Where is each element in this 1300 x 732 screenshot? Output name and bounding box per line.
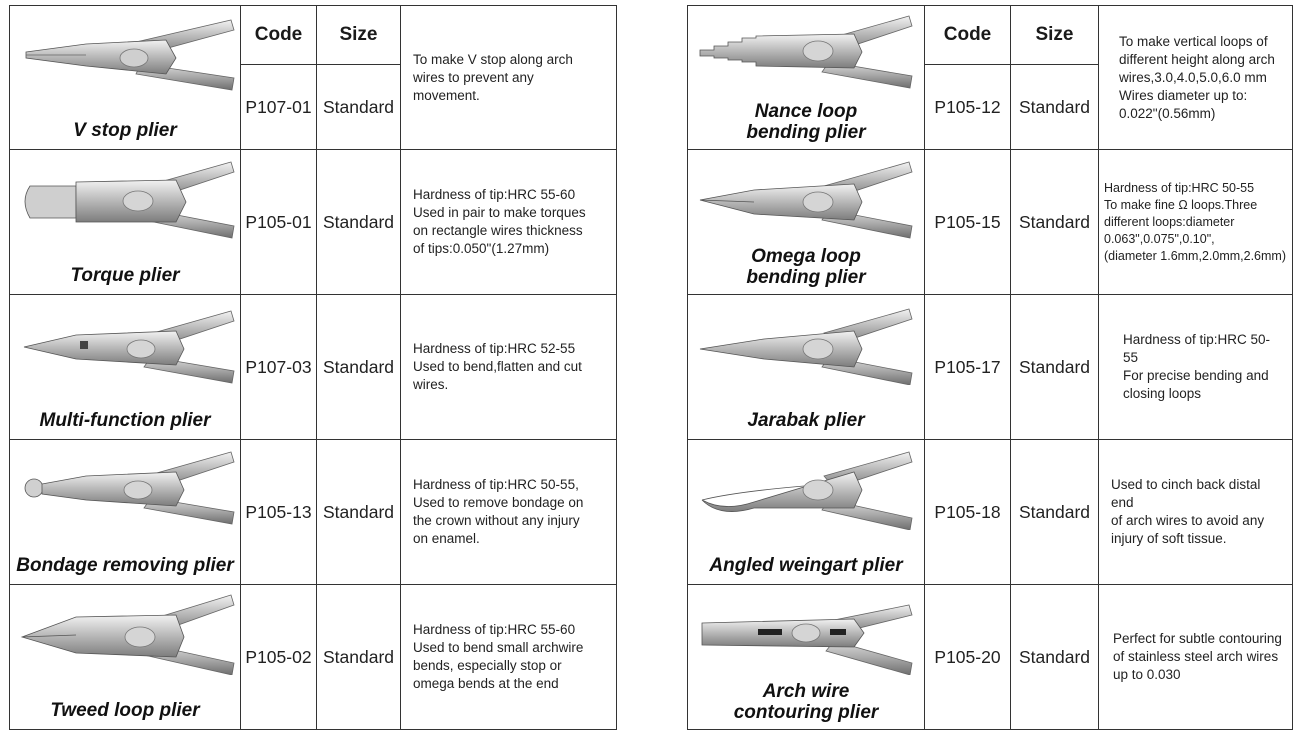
product-description: Hardness of tip:HRC 50-55, Used to remove bondage on the crown without any injury on enamel. <box>401 440 617 585</box>
product-description: To make V stop along arch wires to prevent any movement. <box>401 6 617 150</box>
product-image-cell <box>10 295 241 440</box>
product-name-line-1: Angled weingart plier <box>709 555 903 576</box>
product-name-line-2: bending plier <box>746 267 866 288</box>
product-name-line-2: bending plier <box>746 122 866 143</box>
product-description: Hardness of tip:HRC 55-60 Used to bend small archwire bends, especially stop or omega bends at the end <box>401 585 617 730</box>
product-name-line-1: Nance loop <box>754 101 858 122</box>
product-size: Standard <box>1011 65 1099 150</box>
product-size: Standard <box>317 585 401 730</box>
product-name-line-2: contouring plier <box>733 702 879 723</box>
product-code: P105-20 <box>925 585 1011 730</box>
product-image-cell <box>10 6 241 150</box>
product-image-cell <box>10 150 241 295</box>
product-description: Perfect for subtle contouring of stainless steel arch wires up to 0.030 <box>1099 585 1293 730</box>
product-image-cell <box>688 440 925 585</box>
product-name: Torque plier <box>70 265 180 286</box>
right-product-table <box>687 5 1293 730</box>
product-name: V stop plier <box>73 120 177 141</box>
product-name <box>688 101 924 143</box>
table-row <box>688 440 1293 585</box>
product-name: Tweed loop plier <box>50 700 200 721</box>
product-image-cell <box>688 295 925 440</box>
product-size: Standard <box>1011 585 1099 730</box>
product-size: Standard <box>317 295 401 440</box>
torque-plier-image <box>16 156 236 240</box>
product-code: P107-01 <box>241 65 317 150</box>
table-row <box>10 440 617 585</box>
tweed-loop-plier-image <box>16 591 236 675</box>
left-product-table <box>9 5 617 730</box>
product-description: Hardness of tip:HRC 52-55 Used to bend,flatten and cut wires. <box>401 295 617 440</box>
table-row <box>10 585 617 730</box>
table-row <box>688 150 1293 295</box>
product-size: Standard <box>317 150 401 295</box>
bondage-removing-plier-image <box>16 446 236 530</box>
nance-loop-bending-plier-image <box>694 12 914 96</box>
size-header: Size <box>1011 6 1099 65</box>
omega-loop-bending-plier-image <box>694 156 914 240</box>
product-size: Standard <box>317 440 401 585</box>
product-description: To make vertical loops of different height along arch wires,3.0,4.0,5.0,6.0 mm Wires diameter up to: 0.022"(0.56mm) <box>1099 6 1293 150</box>
table-row <box>10 295 617 440</box>
code-header: Code <box>241 6 317 65</box>
product-size: Standard <box>1011 440 1099 585</box>
v-stop-plier-image <box>16 12 236 96</box>
product-name-line-1: Arch wire <box>762 681 850 702</box>
product-image-cell <box>10 440 241 585</box>
code-header: Code <box>925 6 1011 65</box>
product-description: Hardness of tip:HRC 50-55 To make fine Ω loops.Three different loops:diameter 0.063",0.075",0.10", (diameter 1.6mm,2.0mm,2.6mm) <box>1099 150 1293 295</box>
product-name: Bondage removing plier <box>16 555 234 576</box>
table-row <box>688 585 1293 730</box>
product-description: Used to cinch back distal end of arch wires to avoid any injury of soft tissue. <box>1099 440 1293 585</box>
product-code: P107-03 <box>241 295 317 440</box>
product-name <box>688 246 924 288</box>
product-name: Multi-function plier <box>39 410 211 431</box>
product-size: Standard <box>1011 295 1099 440</box>
product-name-line-1: Jarabak plier <box>747 410 865 431</box>
product-size: Standard <box>317 65 401 150</box>
product-code: P105-13 <box>241 440 317 585</box>
product-name <box>688 555 924 576</box>
product-name-line-1: Omega loop <box>751 246 861 267</box>
arch-wire-contouring-plier-image <box>694 591 914 675</box>
product-image-cell <box>688 585 925 730</box>
product-code: P105-01 <box>241 150 317 295</box>
product-description: Hardness of tip:HRC 55-60 Used in pair to make torques on rectangle wires thickness of tips:0.050"(1.27mm) <box>401 150 617 295</box>
product-image-cell <box>10 585 241 730</box>
product-name <box>688 410 924 431</box>
product-code: P105-17 <box>925 295 1011 440</box>
table-row <box>688 295 1293 440</box>
size-header: Size <box>317 6 401 65</box>
product-image-cell <box>688 6 925 150</box>
angled-weingart-plier-image <box>694 446 914 530</box>
product-code: P105-12 <box>925 65 1011 150</box>
product-code: P105-18 <box>925 440 1011 585</box>
product-description: Hardness of tip:HRC 50-55 For precise bending and closing loops <box>1099 295 1293 440</box>
table-row <box>10 150 617 295</box>
product-name <box>688 681 924 723</box>
multi-function-plier-image <box>16 301 236 385</box>
product-image-cell <box>688 150 925 295</box>
product-code: P105-15 <box>925 150 1011 295</box>
jarabak-plier-image <box>694 301 914 385</box>
product-code: P105-02 <box>241 585 317 730</box>
product-size: Standard <box>1011 150 1099 295</box>
